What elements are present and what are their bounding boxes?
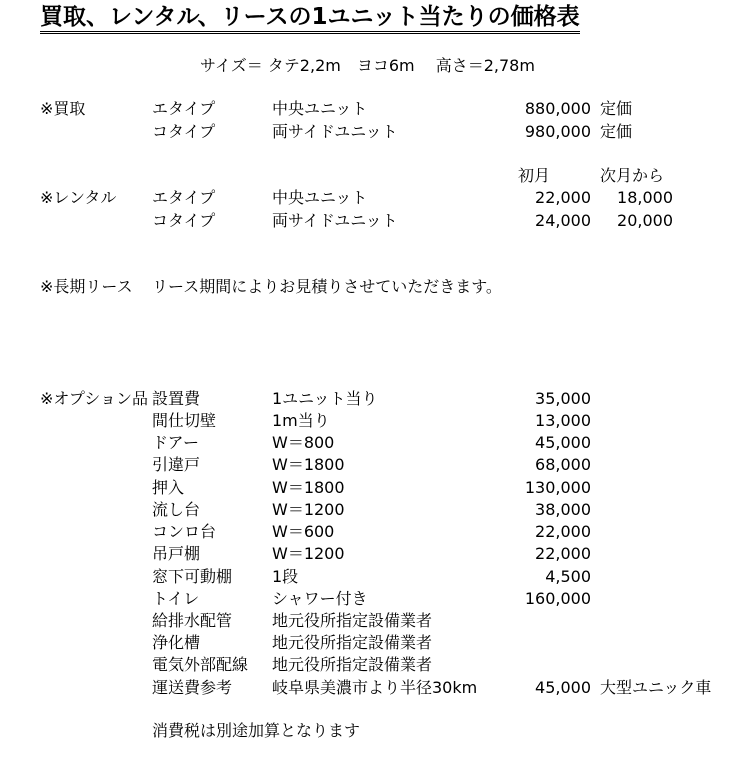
option-name: 給排水配管 [152, 611, 233, 630]
option-spec: W＝800 [272, 433, 335, 452]
rental-first-price: 22,000 [535, 188, 591, 207]
option-price: 45,000 [535, 433, 591, 452]
rental-header-first: 初月 [518, 166, 551, 185]
lease-label: ※長期リース [40, 277, 133, 296]
options-label: ※オプション品 [40, 389, 148, 408]
option-name: 設置費 [152, 389, 201, 408]
option-spec: 地元役所指定設備業者 [272, 611, 433, 630]
option-name: 流し台 [152, 500, 201, 519]
option-price: 22,000 [535, 544, 591, 563]
option-price: 160,000 [524, 589, 591, 608]
option-spec: 地元役所指定設備業者 [272, 633, 433, 652]
purchase-price: 980,000 [524, 122, 591, 141]
option-name: 引違戸 [152, 455, 201, 474]
rental-first-price: 24,000 [535, 211, 591, 230]
option-spec: W＝1200 [272, 544, 345, 563]
option-name: 間仕切壁 [152, 411, 217, 430]
purchase-label: ※買取 [40, 99, 86, 118]
option-spec: 1ユニット当り [272, 389, 378, 408]
option-spec: W＝1200 [272, 500, 345, 519]
page-title: 買取、レンタル、リースの1ユニット当たりの価格表 [40, 4, 580, 34]
rental-next-price: 20,000 [617, 211, 673, 230]
option-price: 22,000 [535, 522, 591, 541]
purchase-desc: 両サイドユニット [272, 122, 398, 141]
purchase-type: エタイプ [152, 99, 216, 118]
rental-desc: 中央ユニット [272, 188, 368, 207]
tax-note: 消費税は別途加算となります [152, 721, 361, 740]
option-price: 68,000 [535, 455, 591, 474]
option-price: 38,000 [535, 500, 591, 519]
option-price: 4,500 [545, 567, 591, 586]
option-name: 運送費参考 [152, 678, 233, 697]
option-spec: W＝1800 [272, 455, 345, 474]
purchase-note: 定価 [600, 99, 633, 118]
option-name: コンロ台 [152, 522, 217, 541]
option-spec: 1m当り [272, 411, 330, 430]
option-spec: W＝600 [272, 522, 335, 541]
rental-type: コタイプ [152, 211, 216, 230]
option-price: 130,000 [524, 478, 591, 497]
rental-next-price: 18,000 [617, 188, 673, 207]
rental-type: エタイプ [152, 188, 216, 207]
option-price: 13,000 [535, 411, 591, 430]
option-name: トイレ [152, 589, 200, 608]
rental-desc: 両サイドユニット [272, 211, 398, 230]
option-name: 吊戸棚 [152, 544, 201, 563]
option-name: 押入 [152, 478, 185, 497]
option-name: ドアー [152, 433, 200, 452]
purchase-desc: 中央ユニット [272, 99, 368, 118]
option-spec: 1段 [272, 567, 299, 586]
option-price: 45,000 [535, 678, 591, 697]
rental-label: ※レンタル [40, 188, 117, 207]
option-spec: 地元役所指定設備業者 [272, 655, 433, 674]
option-spec: シャワー付き [272, 589, 368, 608]
option-name: 浄化槽 [152, 633, 201, 652]
lease-text: リース期間によりお見積りさせていただきます。 [152, 277, 502, 296]
option-spec: 岐阜県美濃市より半径30km [272, 678, 478, 697]
rental-header-next: 次月から [600, 166, 665, 185]
option-price: 35,000 [535, 389, 591, 408]
option-note: 大型ユニック車 [600, 678, 712, 697]
purchase-type: コタイプ [152, 122, 216, 141]
option-name: 電気外部配線 [152, 655, 249, 674]
purchase-note: 定価 [600, 122, 633, 141]
option-spec: W＝1800 [272, 478, 345, 497]
size-line: サイズ＝ タテ2,2m ヨコ6m 高さ＝2,78m [200, 56, 535, 75]
purchase-price: 880,000 [524, 99, 591, 118]
option-name: 窓下可動棚 [152, 567, 233, 586]
